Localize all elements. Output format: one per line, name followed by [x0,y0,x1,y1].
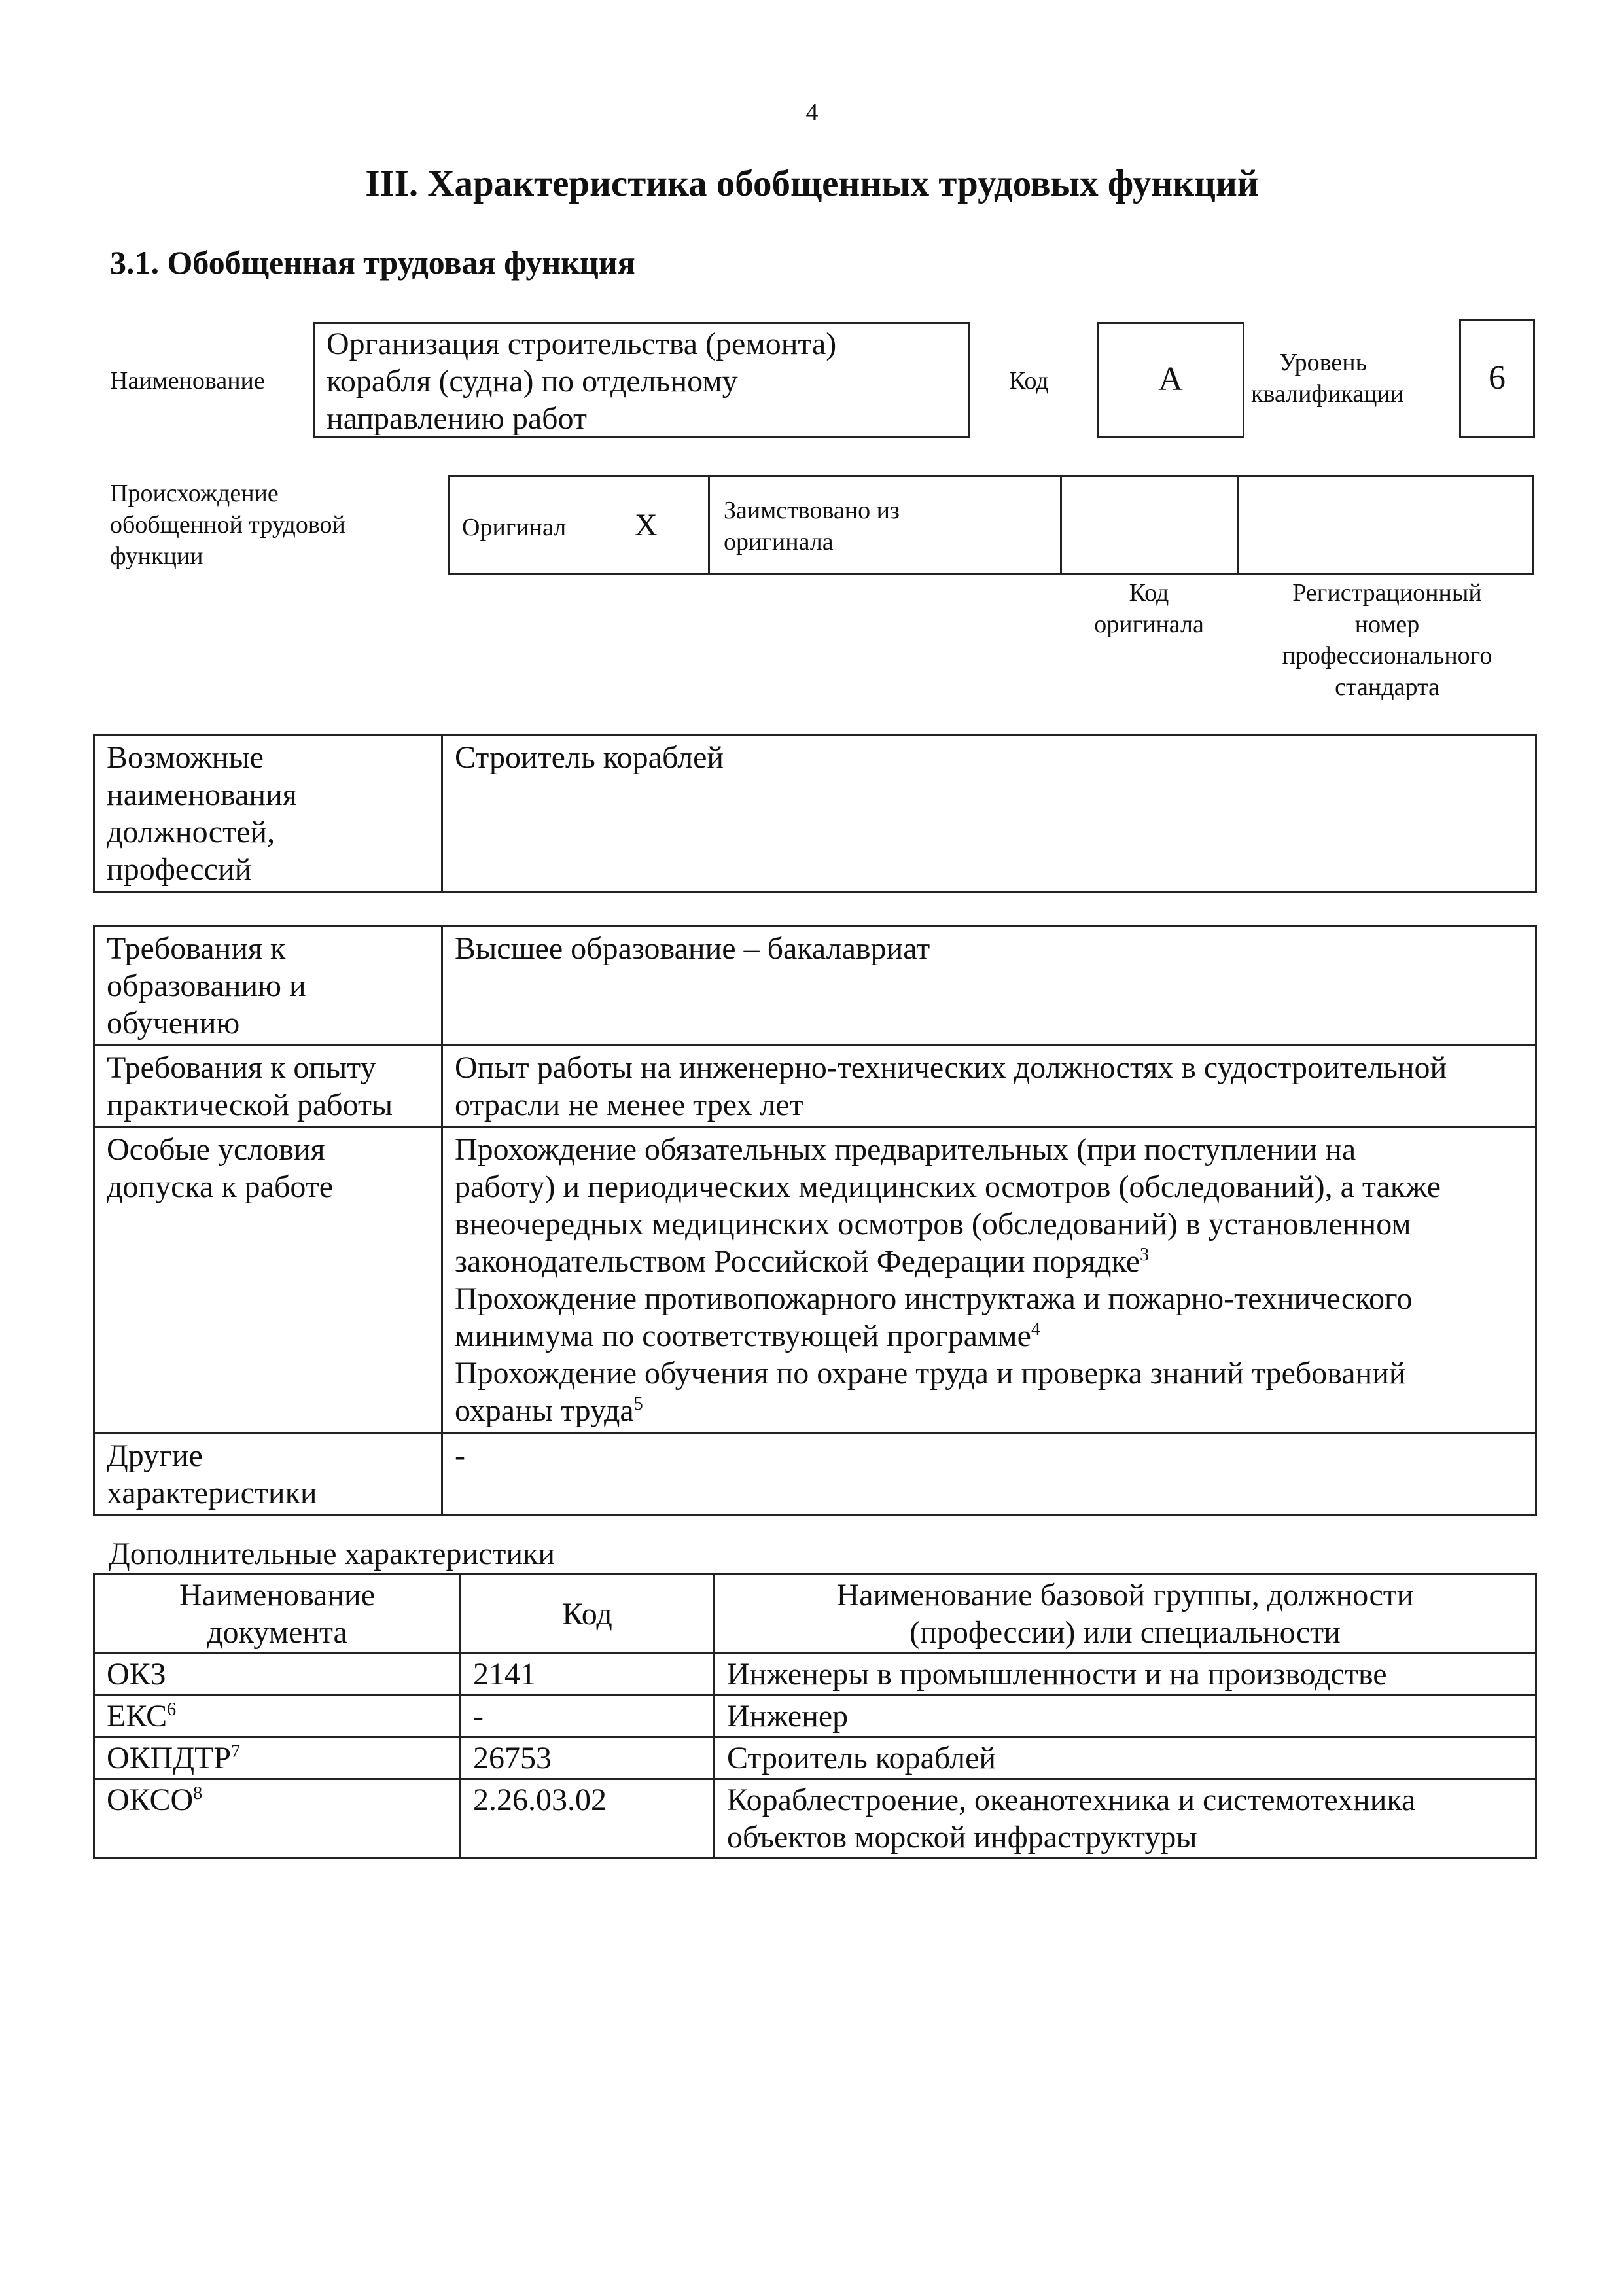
requirements-table [93,925,1537,1516]
reg-caption-line: Регистрационный [1292,579,1482,607]
cell-name: Инженеры в промышленности и на производстве [715,1654,1536,1696]
cell-document: ОКПДТР$^7$ [94,1737,461,1779]
label-line: характеристики [107,1476,317,1510]
value-line: Высшее образование – бакалавриат [455,931,930,966]
extra-table [93,1573,1537,1859]
positions-label-line: наименования [107,777,297,812]
level-value: 6 [1489,359,1506,397]
level-label [1251,347,1404,410]
name-box [313,322,970,438]
name-line: направлению работ [327,401,587,436]
name-line: Организация строительства (ремонта) [327,327,837,361]
requirement-label [94,1128,442,1434]
borrowed-label-line: Заимствовано из [724,497,900,524]
level-label-line: Уровень [1279,349,1367,376]
value-line: Прохождение противопожарного инструктажа и пожарно-технического [455,1281,1413,1316]
column-header-code: Код [461,1574,715,1654]
positions-label-line: Возможные [107,740,264,775]
value-line: минимума по соответствующей программе$^4$ [455,1319,1040,1353]
value-line: работу) и периодических медицинских осмотров (обследований), а также [455,1169,1441,1204]
label-line: Требования к [107,931,286,966]
origin-label-line: обобщенной трудовой [110,511,345,539]
value-line: Прохождение обязательных предварительных (при поступлении на [455,1132,1356,1167]
cell-name: Строитель кораблей [715,1737,1536,1779]
origin-label-line: Происхождение [110,480,279,507]
reg-caption-line: номер [1354,611,1420,638]
table-row [94,1779,1536,1859]
label-line: образованию и [107,969,306,1003]
value-line: отрасли не менее трех лет [455,1088,803,1122]
footnote-ref: 7 [231,1741,241,1762]
header-line: Наименование [179,1578,376,1612]
positions-label-line: профессий [107,852,252,887]
header-line: документа [207,1615,347,1650]
page-number: 4 [805,99,819,126]
value-line: внеочередных медицинских осмотров (обследований) в установленном [455,1207,1411,1241]
requirement-label [94,1046,442,1128]
cell-document: ОКСО$^8$ [94,1779,461,1859]
value-line: охраны труда$^5$ [455,1393,643,1428]
reg-caption-line: стандарта [1335,673,1439,701]
cell-document: ЕКС$^6$ [94,1696,461,1737]
requirement-value [442,927,1536,1046]
reg-caption-line: профессионального [1282,642,1492,669]
cell-code: 2.26.03.02 [461,1779,715,1859]
positions-label-line: должностей, [107,815,275,849]
code-box [1097,322,1244,438]
footnote-ref: 4 [1031,1319,1040,1340]
original-label: Оригинал [462,514,567,541]
origin-label-line: функции [110,543,203,570]
code-caption-line: оригинала [1094,611,1204,638]
table-row [94,1654,1536,1696]
requirement-value [442,1128,1536,1434]
value-line: законодательством Российской Федерации порядке$^3$ [455,1244,1149,1279]
header-line: (профессии) или специальности [909,1615,1341,1650]
footnote-ref: 6 [167,1699,177,1720]
requirement-label [94,927,442,1046]
column-header-document [94,1574,461,1654]
section-title: III. Характеристика обобщенных трудовых функций [365,163,1259,204]
extra-caption: Дополнительные характеристики [109,1537,556,1571]
label-line: допуска к работе [107,1169,334,1204]
origin-label [110,478,345,572]
cell-name: Кораблестроение, океанотехника и системотехника объектов морской инфраструктуры [715,1779,1536,1859]
cell-code: 26753 [461,1737,715,1779]
requirement-value [442,1046,1536,1128]
label-line: Особые условия [107,1132,325,1167]
label-line: Требования к опыту [107,1050,376,1085]
requirement-label [94,1434,442,1516]
name-label: Наименование [110,367,265,395]
column-header-name [715,1574,1536,1654]
cell-name: Инженер [715,1696,1536,1737]
positions-value: Строитель кораблей [442,736,1536,892]
reg-number-caption [1243,577,1531,703]
borrowed-label [724,495,900,558]
table-row [94,1696,1536,1737]
cell-document: ОКЗ [94,1654,461,1696]
footnote-ref: 3 [1140,1245,1149,1265]
label-line: практической работы [107,1088,393,1122]
code-label: Код [1009,367,1049,395]
value-line: Опыт работы на инженерно-технических должностях в судостроительной [455,1050,1447,1085]
borrowed-label-line: оригинала [724,528,834,556]
cell-code: - [461,1696,715,1737]
value-line: Прохождение обучения по охране труда и проверка знаний требований [455,1356,1406,1391]
table-row [94,1737,1536,1779]
table-row [94,1128,1536,1434]
origin-box [448,475,1534,575]
cell-code: 2141 [461,1654,715,1696]
label-line: Другие [107,1438,203,1473]
name-line: корабля (судна) по отдельному [327,364,738,399]
code-caption-line: Код [1129,579,1169,607]
header-line: Наименование базовой группы, должности [836,1578,1414,1612]
original-mark: Х [635,508,658,543]
requirement-value [442,1434,1536,1516]
footnote-ref: 5 [633,1394,643,1414]
positions-table [93,734,1537,893]
table-row [94,927,1536,1046]
code-original-caption [1060,577,1238,640]
subsection-title: 3.1. Обобщенная трудовая функция [110,244,635,281]
table-row [94,1434,1536,1516]
code-value: А [1158,361,1183,398]
value-line: - [455,1438,465,1473]
footnote-ref: 8 [193,1783,203,1804]
positions-label [94,736,442,892]
table-header-row [94,1574,1536,1654]
level-box [1459,319,1535,438]
label-line: обучению [107,1006,240,1041]
level-label-line: квалификации [1251,380,1404,408]
table-row [94,1046,1536,1128]
